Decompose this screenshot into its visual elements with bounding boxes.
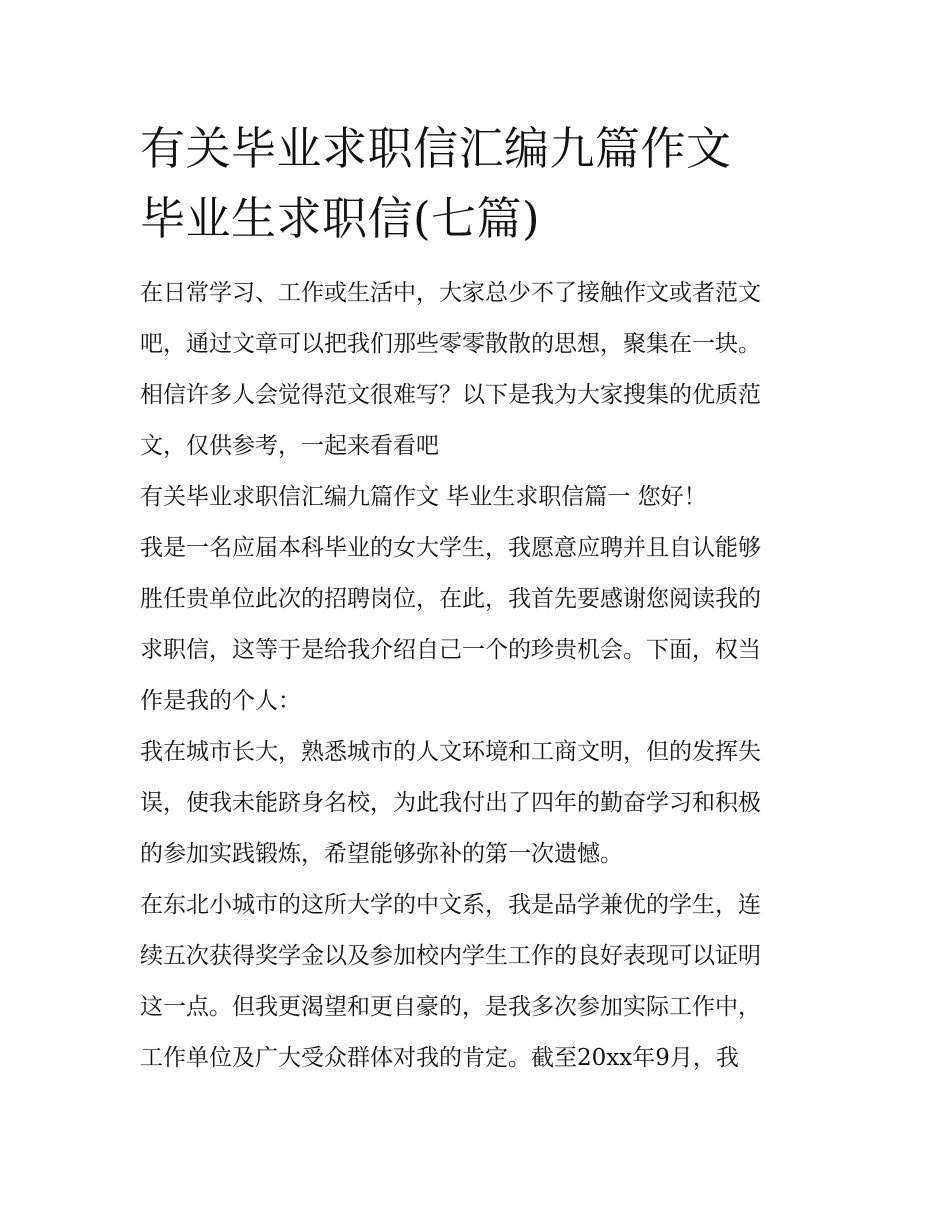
body-line: 续五次获得奖学金以及参加校内学生工作的良好表现可以证明 [140, 943, 761, 969]
body-line: 的参加实践锻炼，希望能够弥补的第一次遗憾。 [140, 841, 623, 867]
body-line: 在东北小城市的这所大学的中文系，我是品学兼优的学生，连 [140, 892, 761, 918]
body-line: 误，使我未能跻身名校，为此我付出了四年的勤奋学习和积极 [140, 790, 761, 816]
body-line: 相信许多人会觉得范文很难写？以下是我为大家搜集的优质范 [140, 382, 761, 408]
body-line: 这一点。但我更渴望和更自豪的，是我多次参加实际工作中， [140, 994, 761, 1020]
document-content [140, 114, 820, 1084]
body-line: 有关毕业求职信汇编九篇作文 毕业生求职信篇一 您好！ [140, 484, 707, 510]
body-line: 我是一名应届本科毕业的女大学生，我愿意应聘并且自认能够 [140, 535, 761, 561]
document-title [140, 114, 820, 254]
body-line: 作是我的个人： [140, 688, 301, 714]
document-body [140, 268, 820, 1084]
body-line: 胜任贵单位此次的招聘岗位，在此，我首先要感谢您阅读我的 [140, 586, 761, 612]
title-line: 毕业生求职信(七篇) [140, 192, 541, 245]
body-line: 求职信，这等于是给我介绍自己一个的珍贵机会。下面，权当 [140, 637, 761, 663]
title-line: 有关毕业求职信汇编九篇作文 [140, 122, 732, 175]
body-line: 文，仅供参考，一起来看看吧 [140, 433, 439, 459]
body-line: 工作单位及广大受众群体对我的肯定。截至20xx年9月，我 [140, 1045, 739, 1071]
body-line: 我在城市长大，熟悉城市的人文环境和工商文明，但的发挥失 [140, 739, 761, 765]
body-line: 在日常学习、工作或生活中，大家总少不了接触作文或者范文 [140, 280, 761, 306]
body-line: 吧，通过文章可以把我们那些零零散散的思想，聚集在一块。 [140, 331, 761, 357]
